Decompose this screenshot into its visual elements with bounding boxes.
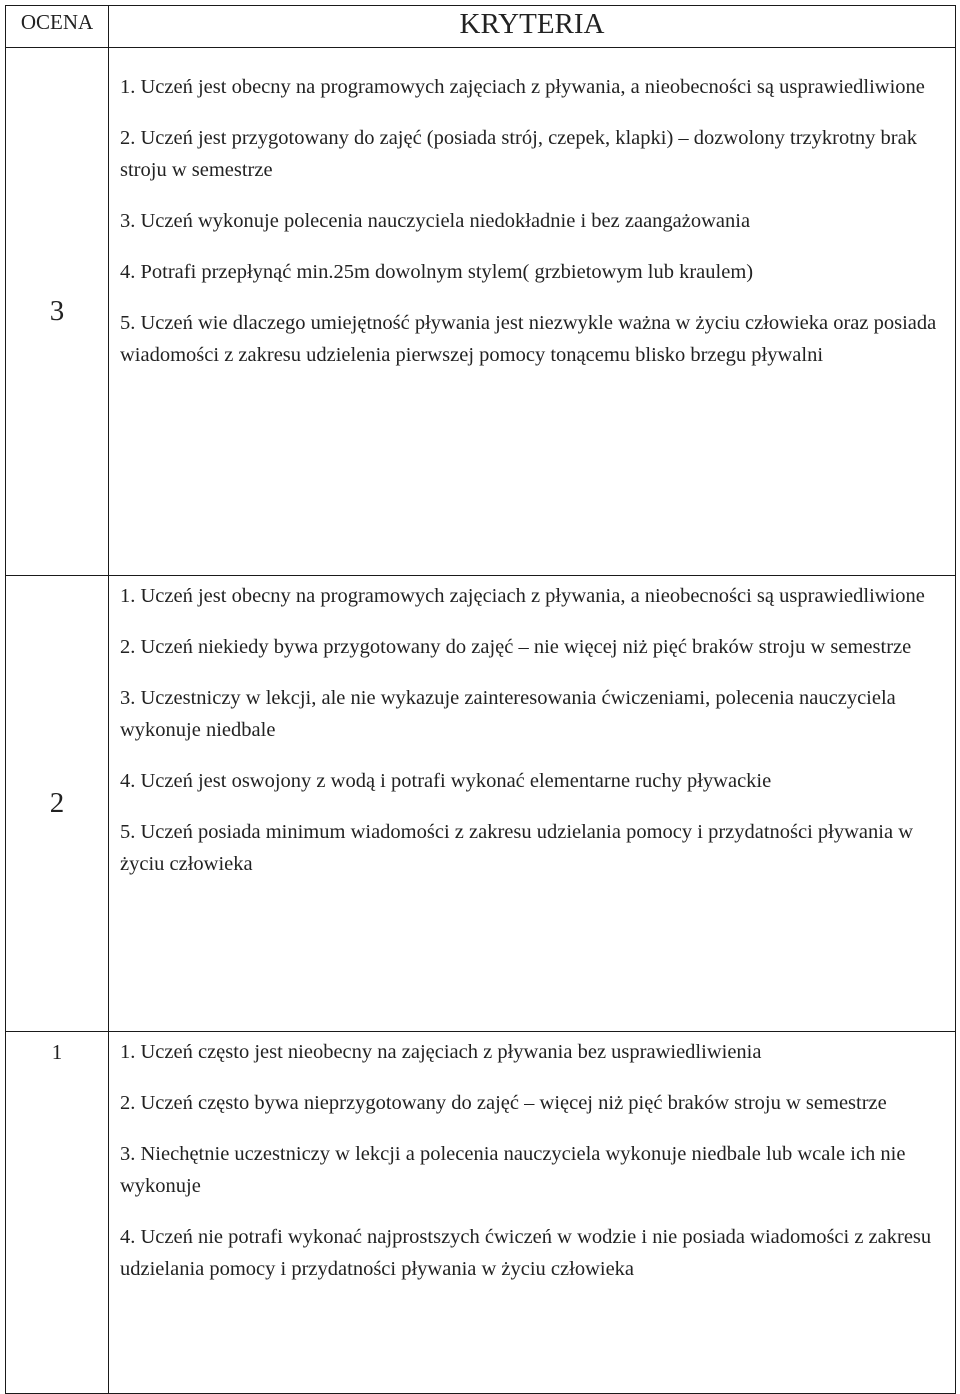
header-kryteria: KRYTERIA [109,6,956,48]
header-ocena: OCENA [6,6,109,48]
grade-cell: 2 [6,576,109,1032]
criteria-list [120,71,949,371]
criteria-cell [109,1032,956,1394]
criteria-cell [109,48,956,576]
criterion-item: 3. Uczestniczy w lekcji, ale nie wykazuje zainteresowania ćwiczeniami, polecenia nauczyciela wykonuje niedbale [120,687,896,741]
criterion-item: 1. Uczeń jest obecny na programowych zajęciach z pływania, a nieobecności są usprawiedliwione [120,585,925,607]
table-row-grade-2 [6,576,956,1032]
criterion-item: 3. Niechętnie uczestniczy w lekcji a polecenia nauczyciela wykonuje niedbale lub wcale ich nie wykonuje [120,1143,906,1197]
criteria-list [120,580,949,880]
table-row-grade-1 [6,1032,956,1394]
grading-criteria-table [5,5,956,1394]
criterion-item: 1. Uczeń jest obecny na programowych zajęciach z pływania, a nieobecności są usprawiedliwione [120,76,925,98]
table-row-grade-3 [6,48,956,576]
criterion-item: 2. Uczeń jest przygotowany do zajęć (posiada strój, czepek, klapki) – dozwolony trzykrotny brak stroju w semestrze [120,127,917,181]
criteria-list [120,1036,949,1285]
criterion-item: 2. Uczeń często bywa nieprzygotowany do zajęć – więcej niż pięć braków stroju w semestrze [120,1092,887,1114]
criterion-item: 4. Potrafi przepłynąć min.25m dowolnym stylem( grzbietowym lub kraulem) [120,261,754,283]
criterion-item: 1. Uczeń często jest nieobecny na zajęciach z pływania bez usprawiedliwienia [120,1041,762,1063]
criterion-item: 2. Uczeń niekiedy bywa przygotowany do zajęć – nie więcej niż pięć braków stroju w semestrze [120,636,912,658]
criteria-cell [109,576,956,1032]
criterion-item: 4. Uczeń nie potrafi wykonać najprostszych ćwiczeń w wodzie i nie posiada wiadomości z zakresu udzielania pomocy i przydatności pływania w życiu człowieka [120,1226,932,1280]
grade-cell: 1 [6,1032,109,1394]
criterion-item: 5. Uczeń posiada minimum wiadomości z zakresu udzielania pomocy i przydatności pływania w życiu człowieka [120,821,914,875]
criterion-item: 5. Uczeń wie dlaczego umiejętność pływania jest niezwykle ważna w życiu człowieka oraz posiada wiadomości z zakresu udzielenia pierwszej pomocy tonącemu blisko brzegu pływalni [120,312,937,366]
table-header-row [6,6,956,48]
criterion-item: 4. Uczeń jest oswojony z wodą i potrafi wykonać elementarne ruchy pływackie [120,770,772,792]
grade-cell: 3 [6,48,109,576]
criterion-item: 3. Uczeń wykonuje polecenia nauczyciela niedokładnie i bez zaangażowania [120,210,751,232]
